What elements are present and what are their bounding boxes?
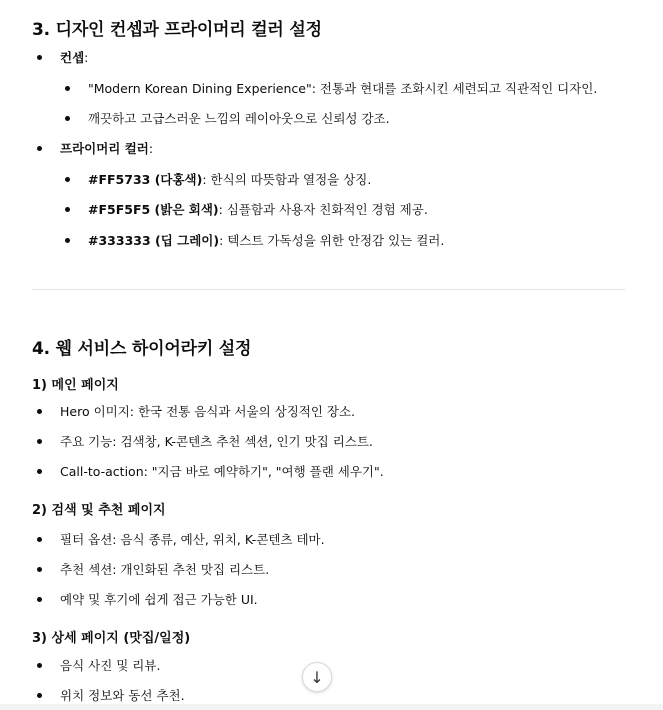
scroll-to-bottom-button[interactable] [302,662,332,692]
bullet-icon [37,55,42,60]
divider [32,289,625,290]
concept-label: 컨셉 [60,50,85,65]
color-desc: : 텍스트 가독성을 위한 안정감 있는 컬러. [219,233,445,248]
list-item: "Modern Korean Dining Experience": 전통과 현대를 조화시킨 세련되고 직관적인 디자인. [88,81,598,96]
color-desc: : 한식의 따뜻함과 열정을 상징. [202,172,372,187]
composer-edge [0,704,663,710]
list-item: 음식 사진 및 리뷰. [60,658,161,673]
subsection-title: 1) 메인 페이지 [32,378,119,393]
list-item: 예약 및 후기에 쉽게 접근 가능한 UI. [60,592,258,607]
bullet-icon [37,469,42,474]
list-item: 주요 기능: 검색창, K-콘텐츠 추천 섹션, 인기 맛집 리스트. [60,434,373,449]
section-heading: 4. 웹 서비스 하이어라키 설정 [32,339,252,359]
subsection-title: 2) 검색 및 추천 페이지 [32,503,166,518]
list-item [60,48,88,66]
color-desc: : 심플함과 사용자 친화적인 경험 제공. [218,202,428,217]
concept-colon: : [84,50,89,65]
bullet-icon [65,177,70,182]
list-item [60,139,153,157]
bullet-icon [37,693,42,698]
color-colon: : [148,141,154,156]
subsection-title: 3) 상세 페이지 (맛집/일정) [32,631,191,646]
bullet-icon [65,207,70,212]
color-code: #333333 (딥 그레이) [88,233,220,248]
bullet-icon [37,597,42,602]
list-item [88,170,371,188]
bullet-icon [37,537,42,542]
bullet-icon [37,567,42,572]
list-item: 추천 섹션: 개인화된 추천 맛집 리스트. [60,562,270,577]
list-item: Hero 이미지: 한국 전통 음식과 서울의 상징적인 장소. [60,404,356,419]
color-code: #F5F5F5 (밝은 회색) [88,202,219,217]
section-heading: 3. 디자인 컨셉과 프라이머리 컬러 설정 [32,20,322,40]
list-item: 필터 옵션: 음식 종류, 예산, 위치, K-콘텐츠 테마. [60,532,325,547]
bullet-icon [37,409,42,414]
list-item: Call-to-action: "지금 바로 예약하기", "여행 플랜 세우기". [60,464,384,479]
bullet-icon [65,238,70,243]
list-item [88,200,428,218]
bullet-icon [65,116,70,121]
arrow-down-icon: ↓ [310,667,324,687]
list-item [88,231,444,249]
bullet-icon [37,439,42,444]
bullet-icon [65,86,70,91]
color-code: #FF5733 (다홍색) [88,172,203,187]
list-item: 깨끗하고 고급스러운 느낌의 레이아웃으로 신뢰성 강조. [88,111,390,126]
list-item: 위치 정보와 동선 추천. [60,688,185,703]
color-label: 프라이머리 컬러 [60,141,149,156]
bullet-icon [37,663,42,668]
bullet-icon [37,146,42,151]
